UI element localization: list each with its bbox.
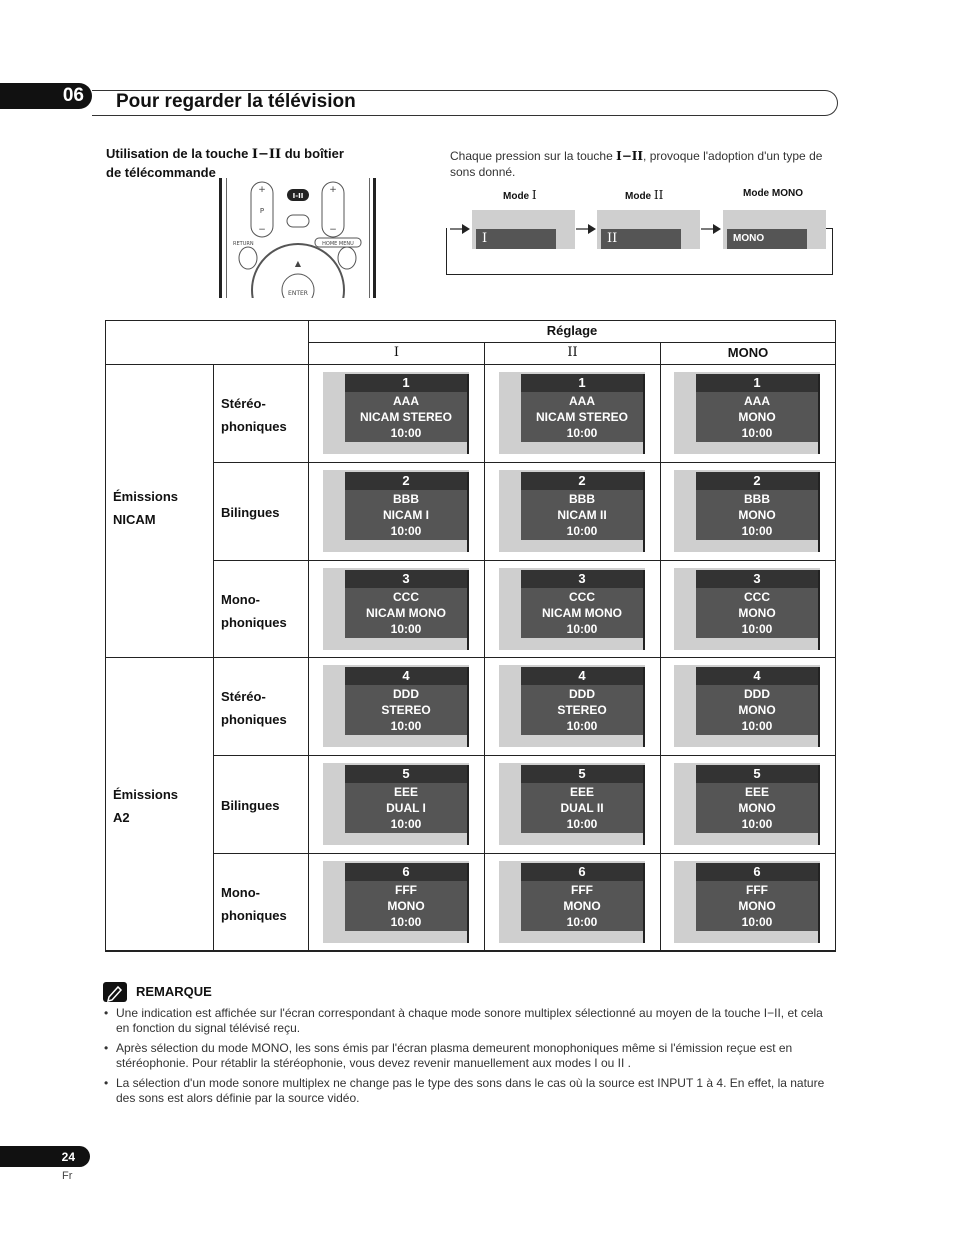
tv-screen-indicator (499, 470, 645, 552)
channel-number: 1 (345, 374, 467, 392)
tv-screen-indicator (323, 665, 469, 747)
tv-screen-indicator (499, 372, 645, 454)
section-heading (106, 145, 386, 182)
sound-type-label: Bilingues (221, 798, 280, 813)
station-name: CCC (744, 590, 770, 604)
station-name: DDD (744, 687, 770, 701)
section-heading-line2: de télécommande (106, 165, 216, 180)
station-name: FFF (571, 883, 593, 897)
tv-screen-indicator (499, 861, 645, 943)
channel-number: 5 (521, 765, 643, 783)
screen-shadow (643, 472, 645, 552)
channel-number: 3 (345, 570, 467, 588)
sound-mode-text: DUAL II (560, 801, 604, 815)
tv-screen-indicator (499, 665, 645, 747)
mode-ii-screen-text: II (601, 229, 681, 249)
screen-info (345, 783, 467, 833)
sound-mode-text: STEREO (381, 703, 431, 717)
screen-shadow (643, 863, 645, 943)
screen-info (521, 881, 643, 931)
screen-info (696, 783, 818, 833)
clock-time: 10:00 (741, 622, 773, 636)
screen-shadow (467, 765, 469, 845)
tv-screen-indicator (323, 861, 469, 943)
screen-shadow (467, 667, 469, 747)
screen-shadow (818, 667, 820, 747)
screen-shadow (818, 765, 820, 845)
sound-mode-text: MONO (387, 899, 425, 913)
column-header-ii: II (567, 345, 578, 360)
screen-info (696, 881, 818, 931)
mode-mono-label: Mode MONO (743, 188, 803, 199)
screen-shadow (643, 667, 645, 747)
sound-mode-text: NICAM I (383, 508, 429, 522)
station-name: BBB (744, 492, 770, 506)
screen-info (345, 685, 467, 735)
i-ii-key-symbol: I−II (616, 149, 644, 163)
station-name: DDD (393, 687, 419, 701)
clock-time: 10:00 (390, 817, 422, 831)
channel-number: 5 (696, 765, 818, 783)
screen-info (345, 588, 467, 638)
clock-time: 10:00 (741, 915, 773, 929)
category-nicam: Émissions NICAM (113, 489, 179, 527)
section-heading-part2: du boîtier (284, 146, 344, 161)
station-name: FFF (395, 883, 417, 897)
station-name: FFF (746, 883, 768, 897)
explanation-part1: Chaque pression sur la touche (450, 149, 613, 163)
station-name: EEE (393, 785, 418, 799)
screen-info (521, 685, 643, 735)
tv-screen-indicator (323, 372, 469, 454)
svg-text:+: + (258, 185, 266, 195)
channel-number: 4 (521, 667, 643, 685)
tv-screen-indicator (499, 568, 645, 650)
mode-i-screen-text: I (476, 229, 556, 249)
screen-shadow (818, 570, 820, 650)
note-list (104, 1006, 838, 1111)
screen-info (345, 392, 467, 442)
sound-type-label: Mono- phoniques (221, 885, 287, 923)
station-name: EEE (744, 785, 769, 799)
clock-time: 10:00 (566, 524, 598, 538)
tv-screen-indicator (674, 372, 820, 454)
screen-info (696, 490, 818, 540)
sound-mode-text: DUAL I (386, 801, 426, 815)
station-name: AAA (393, 394, 419, 408)
clock-time: 10:00 (741, 524, 773, 538)
station-name: AAA (744, 394, 770, 408)
channel-number: 2 (521, 472, 643, 490)
column-header-mono: MONO (727, 345, 769, 360)
arrow-right-icon (701, 224, 721, 234)
note-item: • Une indication est affichée sur l'écran correspondant à chaque mode sonore multiplex sélectionné au moyen de la touche I−II, et cela en fonction du signal télévisé reçu. (104, 1006, 838, 1036)
category-a2: Émissions A2 (113, 787, 179, 825)
screen-shadow (467, 472, 469, 552)
section-heading-part1: Utilisation de la touche (106, 146, 249, 161)
station-name: EEE (569, 785, 594, 799)
svg-text:▲: ▲ (294, 259, 302, 268)
mode-explanation (450, 148, 840, 180)
clock-time: 10:00 (566, 915, 598, 929)
clock-time: 10:00 (566, 817, 598, 831)
channel-number: 3 (696, 570, 818, 588)
sound-mode-text: NICAM STEREO (535, 410, 628, 424)
page-number: 24 (61, 1149, 75, 1164)
tv-screen-indicator (674, 568, 820, 650)
arrow-right-icon (576, 224, 596, 234)
p-label: P (259, 207, 265, 215)
sound-mode-text: MONO (563, 899, 601, 913)
clock-time: 10:00 (566, 426, 598, 440)
tv-screen-indicator (674, 470, 820, 552)
tv-screen-indicator (323, 763, 469, 845)
clock-time: 10:00 (566, 719, 598, 733)
sound-mode-text: MONO (738, 899, 776, 913)
mode-mono-screen-text: MONO (727, 229, 807, 249)
remote-control-illustration (219, 178, 377, 298)
note-title: REMARQUE (136, 984, 212, 999)
sound-mode-text: MONO (738, 703, 776, 717)
clock-time: 10:00 (741, 719, 773, 733)
screen-info (345, 881, 467, 931)
channel-number: 4 (345, 667, 467, 685)
note-item: • Après sélection du mode MONO, les sons émis par l'écran plasma demeurent monophoniques même si l'émission reçue est en stéréophonie. Pour rétablir la stéréophonie, vous devez revenir manuellement aux modes I ou II . (104, 1041, 838, 1071)
channel-number: 3 (521, 570, 643, 588)
svg-text:−: − (258, 225, 266, 235)
screen-shadow (643, 765, 645, 845)
sound-type-label: Bilingues (221, 505, 280, 520)
screen-shadow (643, 570, 645, 650)
tv-screen-indicator (674, 763, 820, 845)
channel-number: 4 (696, 667, 818, 685)
i-ii-key-symbol: I−II (251, 147, 282, 162)
chapter-title: Pour regarder la télévision (116, 91, 356, 112)
svg-text:+: + (329, 185, 337, 195)
channel-number: 5 (345, 765, 467, 783)
page-language: Fr (62, 1170, 73, 1182)
sound-type-label: Stéréo- phoniques (221, 396, 287, 434)
sound-mode-text: MONO (738, 606, 776, 620)
screen-info (521, 490, 643, 540)
channel-number: 2 (345, 472, 467, 490)
channel-number: 6 (345, 863, 467, 881)
station-name: BBB (393, 492, 419, 506)
sound-mode-table (105, 320, 836, 951)
clock-time: 10:00 (390, 915, 422, 929)
clock-time: 10:00 (390, 524, 422, 538)
screen-shadow (818, 472, 820, 552)
tv-screen-indicator (499, 763, 645, 845)
station-name: BBB (569, 492, 595, 506)
channel-number: 6 (696, 863, 818, 881)
mode-ii-screen (597, 210, 700, 249)
sound-mode-text: MONO (738, 410, 776, 424)
return-label: RETURN (233, 241, 254, 247)
screen-shadow (818, 374, 820, 454)
sound-mode-text: MONO (738, 508, 776, 522)
sound-mode-text: NICAM II (557, 508, 607, 522)
i-ii-key-label: I-II (292, 192, 304, 200)
screen-shadow (643, 374, 645, 454)
chapter-number-badge (0, 83, 92, 109)
mode-i-screen (472, 210, 575, 249)
sound-type-label: Stéréo- phoniques (221, 689, 287, 727)
pencil-icon (103, 982, 127, 1002)
clock-time: 10:00 (741, 817, 773, 831)
clock-time: 10:00 (390, 622, 422, 636)
tv-screen-indicator (674, 861, 820, 943)
explanation-part2: , provoque l'adoption d'un type de sons donné. (450, 149, 823, 179)
screen-info (696, 588, 818, 638)
screen-info (696, 392, 818, 442)
mode-mono-screen (723, 210, 826, 249)
note-item: • La sélection d'un mode sonore multiplex ne change pas le type des sons dans le cas où la source est INPUT 1 à 4. En effet, la nature des sons est alors définie par la source vidéo. (104, 1076, 838, 1106)
tv-screen-indicator (674, 665, 820, 747)
channel-number: 2 (696, 472, 818, 490)
sound-mode-text: MONO (738, 801, 776, 815)
station-name: CCC (393, 590, 419, 604)
chapter-number: 06 (62, 85, 84, 106)
clock-time: 10:00 (741, 426, 773, 440)
screen-shadow (467, 374, 469, 454)
station-name: AAA (569, 394, 595, 408)
screen-info (521, 588, 643, 638)
channel-number: 1 (521, 374, 643, 392)
sound-mode-text: NICAM STEREO (359, 410, 452, 424)
sound-mode-text: STEREO (557, 703, 607, 717)
clock-time: 10:00 (566, 622, 598, 636)
channel-number: 6 (521, 863, 643, 881)
tv-screen-indicator (323, 470, 469, 552)
station-name: CCC (569, 590, 595, 604)
screen-info (521, 783, 643, 833)
screen-shadow (467, 863, 469, 943)
screen-shadow (818, 863, 820, 943)
sound-mode-text: NICAM MONO (366, 606, 446, 620)
screen-info (345, 490, 467, 540)
screen-shadow (467, 570, 469, 650)
column-header-i: I (393, 345, 400, 360)
station-name: DDD (569, 687, 595, 701)
clock-time: 10:00 (390, 719, 422, 733)
screen-info (521, 392, 643, 442)
arrow-right-icon (450, 224, 470, 234)
sound-mode-text: NICAM MONO (542, 606, 622, 620)
setting-header: Réglage (546, 323, 598, 338)
mode-i-label: Mode I (503, 188, 537, 202)
svg-text:−: − (329, 225, 337, 235)
channel-number: 1 (696, 374, 818, 392)
tv-screen-indicator (323, 568, 469, 650)
screen-info (696, 685, 818, 735)
page-number-badge (0, 1146, 90, 1167)
mode-ii-label: Mode II (625, 188, 664, 202)
sound-type-label: Mono- phoniques (221, 592, 287, 630)
enter-label: ENTER (288, 290, 308, 297)
home-menu-label: HOME MENU (322, 241, 354, 247)
clock-time: 10:00 (390, 426, 422, 440)
